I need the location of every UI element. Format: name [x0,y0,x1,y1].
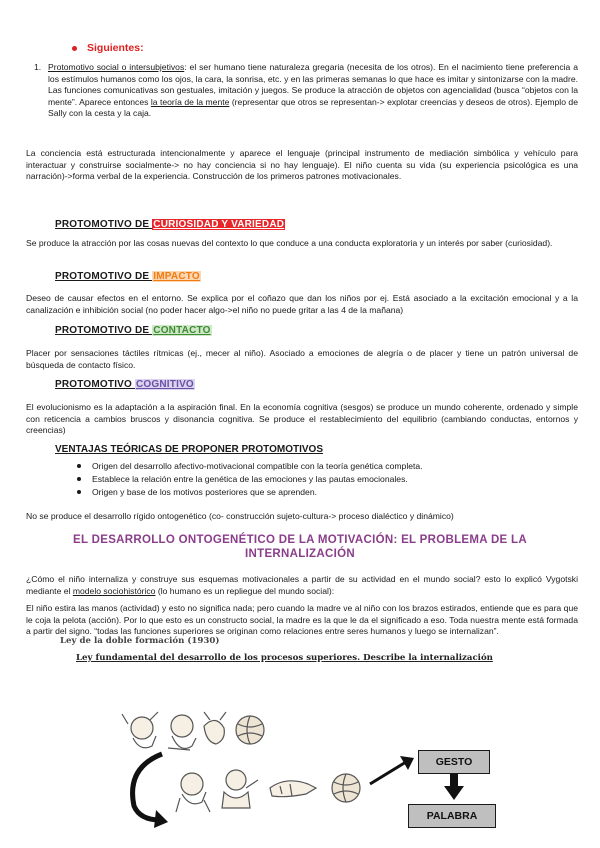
protomotivo-heading-impacto [55,271,201,282]
protomotivo-prefix: PROTOMOTIVO [55,379,135,390]
header-bullet-label: Siguientes: [87,42,144,54]
protomotivo-heading-cognitivo [55,379,195,390]
hand-gesture-icon [270,781,316,797]
paragraph-conciencia: La conciencia está estructurada intencionalmente y aparece el lenguaje (principal instrumento de mediación simbólica y vehículo para interactuar y construirse socialmente-> no hay conciencia si no hay lenguaje). El niño cuenta su vida (su experiencia psicológica es una narración)->forma verbal de la experiencia. Construcción de los primeros patrones motivacionales. [26,148,578,182]
paragraph-impacto: Deseo de causar efectos en el entorno. Se explica por el coñazo que dan los niños por ej. Está asociado a la excitación emocional y a la canalización e inhibición social (no poder hacer algo->el niño no puede gritar a las 4 de la mañana) [26,293,578,315]
arrow-down-icon [444,774,464,800]
protomotivo-label: IMPACTO [153,271,200,282]
gesto-box: GESTO [418,750,490,774]
item-text-b: (representar que otros se representan-> explotar creencias y deseos de otros). Ejemplo de Sally con la cesta y la caja. [48,96,578,119]
list-item: Origen del desarrollo afectivo-motivacional compatible con la teoría genética completa. [92,460,423,473]
paragraph-contacto: Placer por sensaciones táctiles rítmicas (ej., mecer al niño). Asociado a emociones de alegría o de placer y tiene un patrón universal de búsqueda de contacto físico. [26,348,578,370]
item-text-a: : el ser humano tiene naturaleza gregaria (necesita de los otros). En el nacimiento tiene preferencia a los estímulos humanos como los ojos, la cara, la sonrisa, etc. y en las primeras semanas lo que hace es imitar y sintonizarse con la madre. Las funciones comunicativas son gestuales, imitación y juegos. Se produce la atracción de objetos con agencialidad (busca “objetos con la mente”. Aparece entonces [48,62,578,107]
curved-arrow-icon [133,754,162,820]
header-bullet [72,42,144,54]
ley-title: Ley de la doble formación (1930) [60,636,220,646]
list-item: Origen y base de los motivos posteriores que se aprenden. [92,486,423,499]
como-term: modelo sociohistórico [72,585,156,596]
protomotivo-prefix: PROTOMOTIVO DE [55,325,153,336]
protomotivo-label: COGNITIVO [136,379,194,390]
hand-pointing-icon [204,712,226,744]
protomotivo-prefix: PROTOMOTIVO DE [55,219,153,230]
paragraph-cognitivo: El evolucionismo es la adaptación a la aspiración final. En la economía cognitiva (sesgos) se produce un mundo coherente, ordenado y simple con reticencia a cambios bruscos y disonancia cognitiva. Se produce el restablecimiento del equilibrio (cambiando conductas, entornos y creencias) [26,402,578,436]
item-number: 1. [34,62,42,72]
ball-icon-2 [332,774,360,802]
numbered-item-1 [34,62,578,120]
bullet-dot-icon [72,46,77,51]
ley-description: Ley fundamental del desarrollo de los procesos superiores. Describe la internalización [76,653,493,663]
paragraph-curiosidad: Se produce la atracción por las cosas nuevas del contexto lo que conduce a una conducta exploratoria y un interés por saber (curiosidad). [26,238,553,248]
internalization-illustration [120,708,420,838]
item-term: Protomotivo social o intersubjetivos [48,62,185,72]
list-item: Establece la relación entre la genética de las emociones y las pautas emocionales. [92,473,423,486]
item-term-2: la teoría de la mente [150,96,230,107]
arrow-right-icon [370,762,406,784]
protomotivo-label: CURIOSIDAD Y VARIEDAD [153,219,285,230]
section-title: EL DESARROLLO ONTOGENÉTICO DE LA MOTIVACIÓN: EL PROBLEMA DE LA INTERNALIZACIÓN [73,534,527,560]
paragraph-nino: El niño estira las manos (actividad) y esto no significa nada; pero cuando la madre ve al niño con los brazos estirados, entiende que es para que le coja la pelota (acción). Por lo que esto es un constructo social, la madre es la que le da el significado a eso. Toda nuestra mente está formada a partir del signo. “todas las funciones superiores se originan como relaciones entre seres humanos y luego se internalizan”. [26,603,578,637]
palabra-box: PALABRA [408,804,496,828]
baby-sitting-icon [168,715,196,750]
mother-child-icon [222,770,258,808]
protomotivo-label: CONTACTO [153,325,211,336]
baby-reaching-icon-2 [176,773,210,812]
ventajas-heading: VENTAJAS TEÓRICAS DE PROPONER PROTOMOTIVOS [55,444,323,455]
ventajas-list [92,460,423,500]
baby-reaching-icon [122,712,158,748]
protomotivo-heading-contacto [55,325,212,336]
como-text-a: ¿Cómo el niño internaliza y construye sus esquemas motivacionales a partir de su actividad en el mundo social? esto lo explicó Vygotski mediante el [26,574,578,596]
protomotivo-prefix: PROTOMOTIVO DE [55,271,153,282]
ball-icon [236,716,264,744]
paragraph-rigido: No se produce el desarrollo rígido ontogenético (co- construcción sujeto-cultura-> proceso dialéctico y dinámico) [26,511,454,521]
paragraph-como [26,574,578,597]
protomotivo-heading-curiosidad [55,219,285,230]
como-text-b: (lo humano es un repliegue del mundo social): [155,585,335,596]
